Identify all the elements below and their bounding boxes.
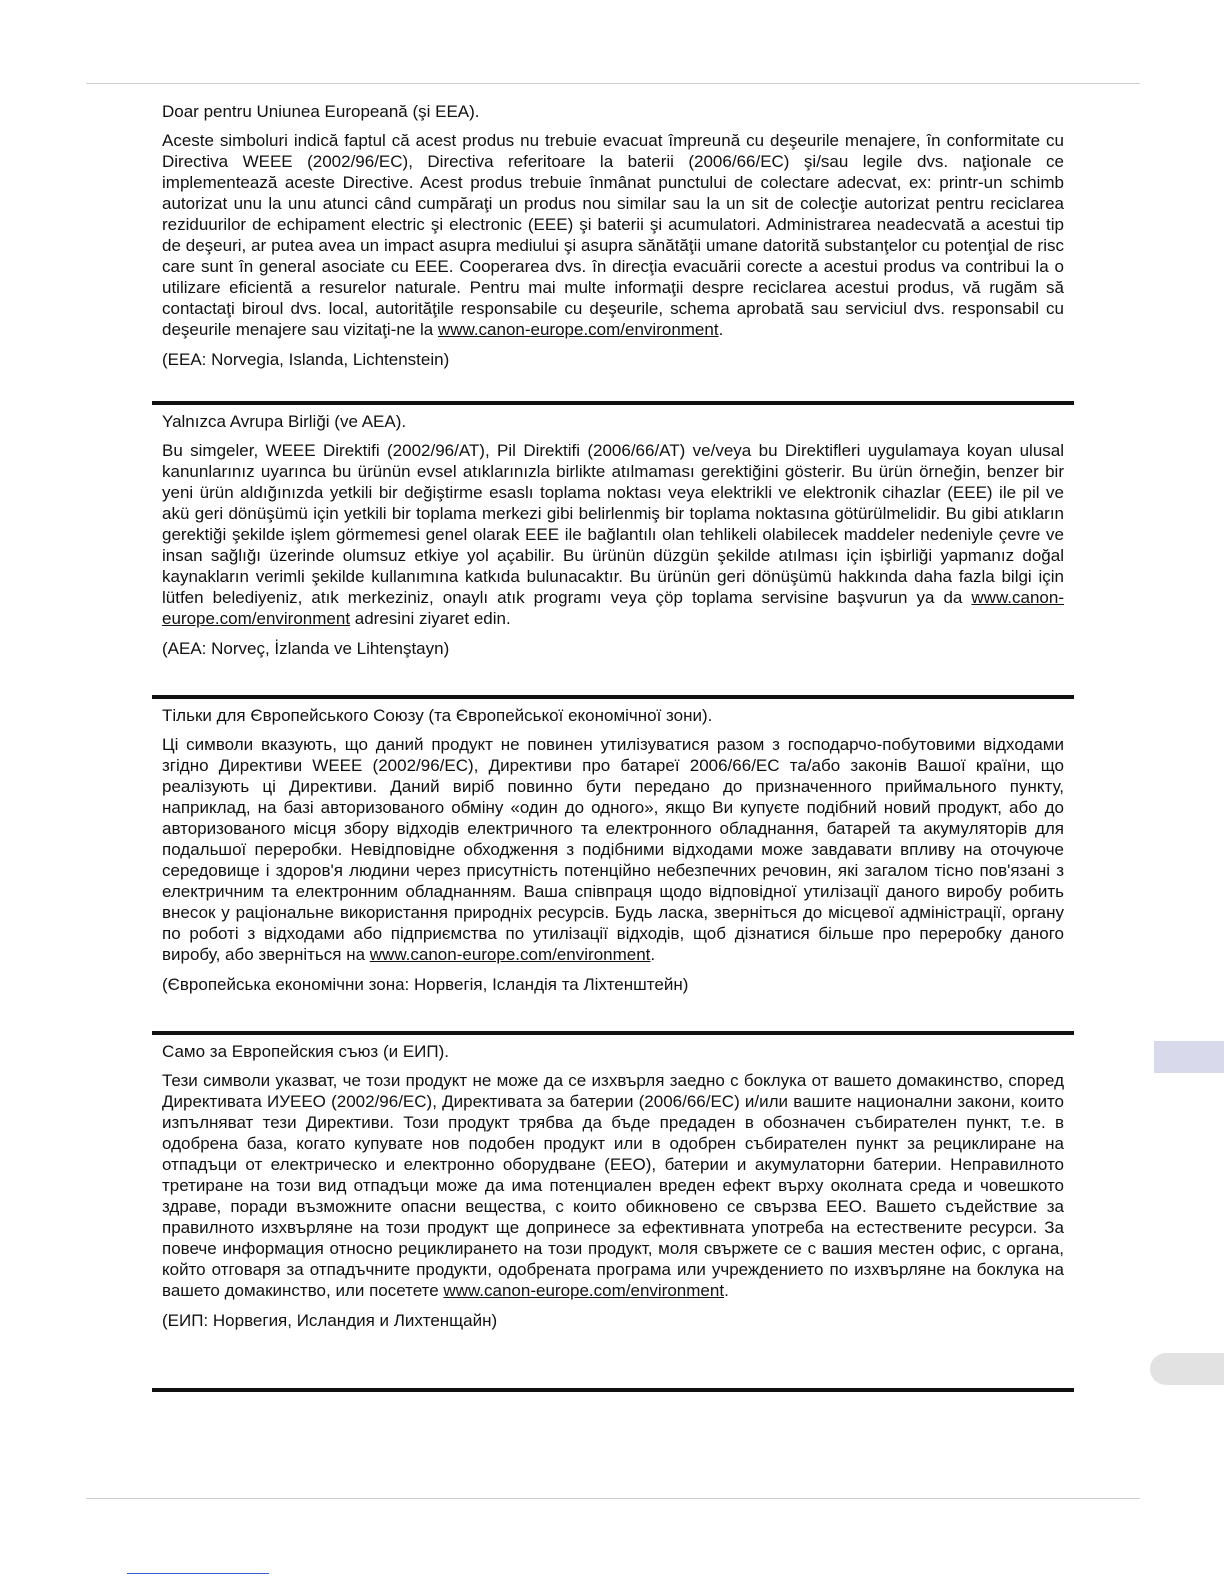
notice-eea-note: (AEA: Norveç, İzlanda ve Lihtenştayn) <box>162 639 450 658</box>
weee-notice-bulgarian <box>152 1035 1074 1392</box>
side-index-tab-rounded[interactable] <box>1150 1353 1224 1385</box>
notice-title: Doar pentru Uniunea Europeană (şi EEA). <box>162 102 480 121</box>
notice-text: Bu simgeler, WEEE Direktifi (2002/96/AT), Pil Direktifi (2006/66/AT) ve/veya bu Direktifleri uygulamaya koyan ulusal kanunlarınız uyarınca bu ürünün evsel atıklarınızla birlikte atılmaması gerektiğini gösterir. Bu ürün örneğin, benzer bir yeni ürün aldığınızda yetkili bir değiştirme esaslı toplama noktası veya elektrikli ve elektronik cihazlar (EEE) ile pil ve akü geri dönüşümü için yetkili bir toplama merkezi gibi belirlenmiş bir toplama noktasına götürülmelidir. Bu gibi atıkların gerektiği şekilde işlem görmemesi genel olarak EEE ile bağlantılı olan tehlikeli olabilecek maddeler nedeniyle çevre ve insan sağlığı üzerinde olumsuz etkiye yol açabilir. Bu ürünün düzgün şekilde atılması için işbirliği yapmanız doğal kaynakların verimli şekilde kullanımına katkıda bulunacaktır. Bu ürünün geri dönüşümü hakkında daha fazla bilgi için lütfen belediyeniz, atık merkeziniz, onaylı atık programı veya çöp toplama servisine başvurun ya da <box>162 441 1064 607</box>
weee-notice-ukrainian <box>152 699 1074 1035</box>
environment-link[interactable]: www.canon-europe.com/environment <box>437 320 719 339</box>
footer-link-underline[interactable] <box>127 1573 269 1574</box>
notice-text-end: . <box>724 1281 729 1300</box>
notice-title: Yalnızca Avrupa Birliği (ve AEA). <box>162 412 407 431</box>
notice-eea-note: (ЕИП: Норвегия, Исландия и Лихтенщайн) <box>162 1311 498 1330</box>
notice-body <box>162 1070 1064 1301</box>
notice-text-end: . <box>718 320 724 339</box>
weee-notice-turkish <box>152 405 1074 699</box>
footer-rule <box>86 1498 1140 1499</box>
weee-notice-list <box>152 98 1074 1392</box>
notice-text: Aceste simboluri indică faptul că acest produs nu trebuie evacuat împreună cu deşeurile menajere, în conformitate cu Directiva WEEE (2002/96/EC), Directiva referitoare la baterii (2006/66/EC) şi/sau legile dvs. naţionale ce implementează aceste Directive. Acest produs trebuie înmânat punctului de colectare adecvat, ex: printr-un schimb autorizat unu la unu atunci când cumpăraţi un produs nou similar sau la un sit de colecţie autorizat pentru reciclarea reziduurilor de echipament electric şi electronic (EEE) şi baterii şi acumulatori. Administrarea neadecvată a acestui tip de deşeuri, ar putea avea un impact asupra mediului şi asupra sănătăţii umane datorită substanţelor cu potenţial de risc care sunt în general asociate cu EEE. Cooperarea dvs. în direcţia evacuării corecte a acestui produs va contribui la o utilizare eficientă a resurelor naturale. Pentru mai multe informaţii despre reciclarea acestui produs, vă rugăm să contactaţi biroul dvs. local, autorităţile responsabile cu deşeurile, schema aprobată sau serviciul dvs. responsabil cu deşeurile menajere sau vizitaţi-ne la <box>162 131 1064 339</box>
notice-eea-note: (EEA: Norvegia, Islanda, Lichtenstein) <box>162 350 450 369</box>
notice-body <box>162 440 1064 629</box>
notice-text: Ці символи вказують, що даний продукт не повинен утилізуватися разом з господарчо-побутовими відходами згідно Директиви WEEE (2002/96/EC), Директиви про батареї 2006/66/EC та/або законів Вашої країни, що реалізують ці Директиви. Даний виріб повинно бути передано до призначенного приймального пункту, наприклад, на базі авторизованого обміну «один до одного», якщо Ви купуєте подібний новий продукт, або до авторизованого місця збору відходів електричного та електронного обладнання, батарей та акумуляторів для подальшої переробки. Невідповідне обходження з подібними відходами може завдавати впливу на оточуюче середовище і здоров'я людини через присутність потенційно небезпечних речовин, які загалом тісно пов'язані з електричним та електронним обладнанням. Ваша співпраця щодо відповідної утилізації даного виробу робить внесок у раціональне використання природніх ресурсів. Будь ласка, зверніться до місцевої адміністрації, органу по роботі з відходами або підприємства по утилізації відходів, щоб дізнатися більше про переробку даного виробу, або зверніться на <box>162 735 1064 964</box>
side-index-tab[interactable] <box>1154 1041 1224 1073</box>
environment-link[interactable]: www.canon-europe.com/environment <box>443 1281 725 1300</box>
notice-text-end: adresini ziyaret edin. <box>350 609 511 628</box>
notice-title: Тільки для Європейського Союзу (та Європейської економічної зони). <box>162 706 713 725</box>
notice-body <box>162 734 1064 965</box>
notice-text-end: . <box>650 945 656 964</box>
notice-body <box>162 130 1064 340</box>
notice-title: Само за Европейския съюз (и ЕИП). <box>162 1042 449 1061</box>
environment-link[interactable]: www.canon-europe.com/environment <box>369 945 651 964</box>
notice-eea-note: (Європейська економічни зона: Норвегія, Ісландія та Ліхтенштейн) <box>162 975 689 994</box>
environment-link[interactable]: www.canon-europe.com/environment <box>162 588 1064 628</box>
header-rule <box>86 83 1140 84</box>
notice-text: Тези символи указват, че този продукт не може да се изхвърля заедно с боклука от вашето домакинство, според Директивата ИУЕЕО (2002/96/EC), Директивата за батерии (2006/66/EC) и/или вашите национални закони, които изпълняват тези Директиви. Този продукт трябва да бъде предаден в обозначен събирателен пункт, т.е. в одобрена база, когато купувате нов подобен продукт или в одобрен събирателен пункт за рециклиране на отпадъци от електрическо и електронно оборудване (ЕЕО), батерии и акумулаторни батерии. Неправилното третиране на този вид отпадъци може да има потенциален вреден ефект върху околната среда и човешкото здраве, поради възможните опасни вещества, с които обикновено се свързва ЕЕО. Вашето съдействие за правилното изхвърляне на този продукт ще допринесе за ефективната употреба на естествените ресурси. За повече информация относно рециклирането на този продукт, моля свържете се с вашия местен офис, с органа, който отговаря за отпадъчните продукти, одобрената програма или учреждението по изхвърляне на боклука на вашето домакинство, или посетете <box>162 1071 1064 1300</box>
weee-notice-romanian <box>152 98 1074 405</box>
